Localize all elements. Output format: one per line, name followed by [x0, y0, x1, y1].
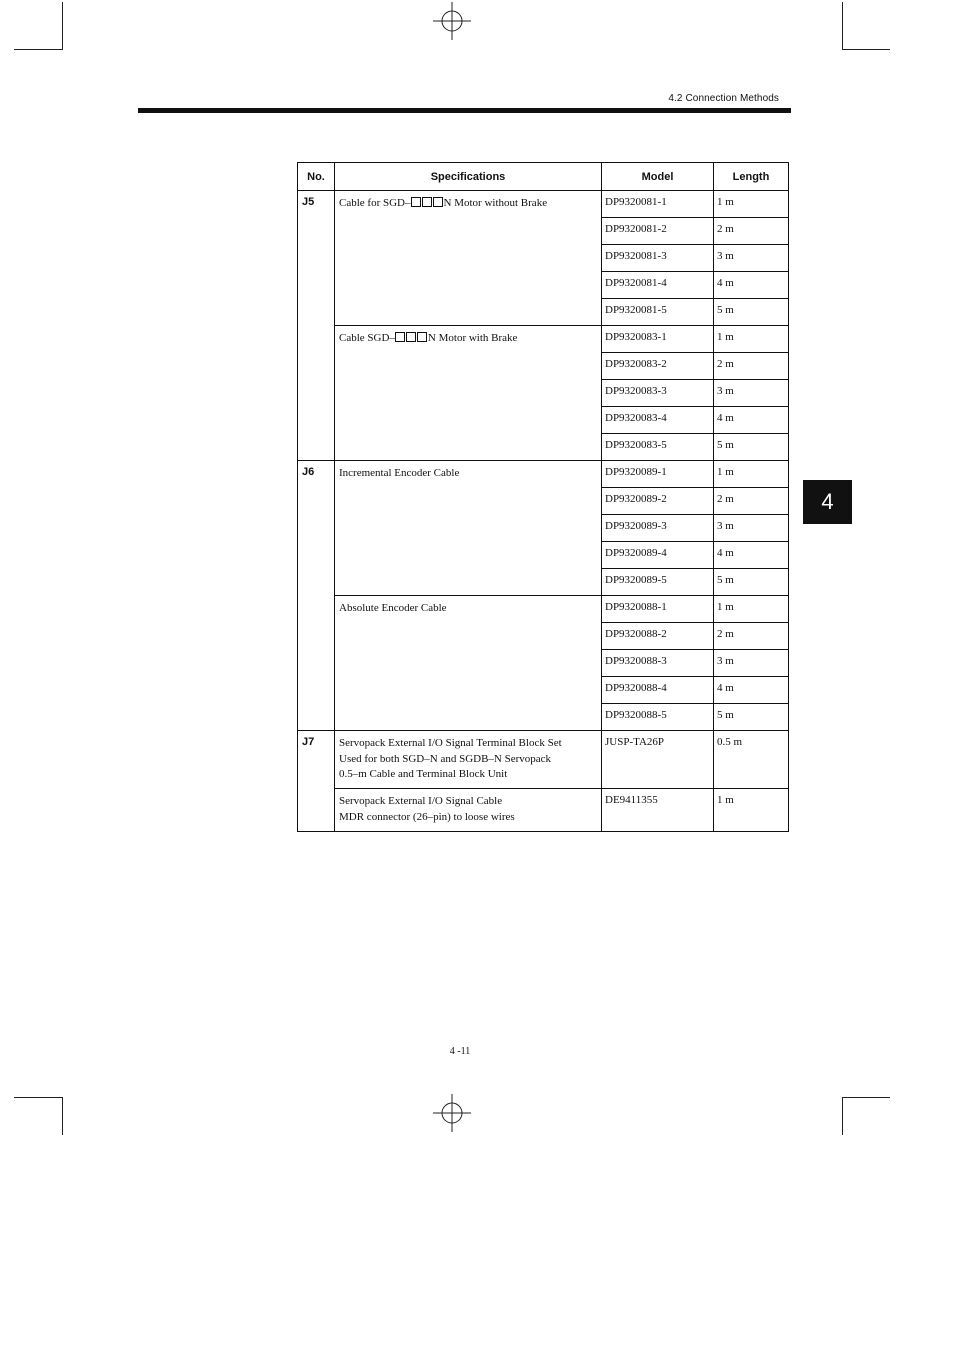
length-cell: 3 m — [714, 245, 789, 272]
page-number: 4 -11 — [449, 1046, 471, 1057]
length-cell: 4 m — [714, 677, 789, 704]
placeholder-box-icon — [395, 332, 405, 342]
length-cell: 1 m — [714, 789, 789, 832]
table-row — [298, 731, 789, 789]
crop-mark — [842, 49, 890, 50]
model-cell: DP9320083-2 — [602, 353, 714, 380]
model-cell: DP9320088-5 — [602, 704, 714, 731]
column-header-model: Model — [602, 163, 714, 191]
length-cell: 3 m — [714, 515, 789, 542]
column-header-specifications: Specifications — [335, 163, 602, 191]
model-cell: DP9320083-3 — [602, 380, 714, 407]
length-cell: 1 m — [714, 596, 789, 623]
crop-mark — [62, 1097, 63, 1135]
length-cell: 1 m — [714, 461, 789, 488]
spec-text: Cable SGD– — [339, 332, 395, 344]
model-cell: DP9320089-3 — [602, 515, 714, 542]
spec-line: Used for both SGD–N and SGDB–N Servopack — [339, 752, 552, 765]
placeholder-box-icon — [417, 332, 427, 342]
model-cell: DP9320083-4 — [602, 407, 714, 434]
length-cell: 4 m — [714, 272, 789, 299]
length-cell: 0.5 m — [714, 731, 789, 789]
spec-cell: Absolute Encoder Cable — [335, 596, 602, 731]
chapter-tab: 4 — [803, 480, 852, 524]
length-cell: 3 m — [714, 380, 789, 407]
model-cell: DP9320081-5 — [602, 299, 714, 326]
spec-cell — [335, 326, 602, 461]
spec-line: MDR connector (26–pin) to loose wires — [339, 810, 515, 823]
column-header-length: Length — [714, 163, 789, 191]
model-cell: DP9320088-1 — [602, 596, 714, 623]
length-cell: 2 m — [714, 218, 789, 245]
model-cell: DP9320089-2 — [602, 488, 714, 515]
model-cell: JUSP-TA26P — [602, 731, 714, 789]
length-cell: 2 m — [714, 488, 789, 515]
model-cell: DP9320089-4 — [602, 542, 714, 569]
length-cell: 4 m — [714, 542, 789, 569]
model-cell: DP9320083-1 — [602, 326, 714, 353]
table-row — [298, 191, 789, 218]
crop-mark — [14, 49, 62, 50]
model-cell: DP9320088-4 — [602, 677, 714, 704]
spec-text: N Motor with Brake — [427, 332, 518, 344]
model-cell: DP9320081-4 — [602, 272, 714, 299]
model-cell: DP9320089-5 — [602, 569, 714, 596]
table-header-row — [298, 163, 789, 191]
header-rule — [138, 108, 791, 113]
table-row — [298, 326, 789, 353]
item-number: J7 — [298, 731, 335, 832]
length-cell: 1 m — [714, 326, 789, 353]
length-cell: 5 m — [714, 299, 789, 326]
spec-text: N Motor without Brake — [443, 197, 548, 209]
length-cell: 2 m — [714, 353, 789, 380]
placeholder-box-icon — [422, 197, 432, 207]
length-cell: 5 m — [714, 704, 789, 731]
placeholder-box-icon — [411, 197, 421, 207]
item-number: J6 — [298, 461, 335, 731]
model-cell: DP9320081-1 — [602, 191, 714, 218]
crop-mark — [842, 1097, 890, 1098]
length-cell: 1 m — [714, 191, 789, 218]
section-title: 4.2 Connection Methods — [668, 93, 779, 104]
registration-mark-icon — [433, 1094, 471, 1132]
placeholder-box-icon — [433, 197, 443, 207]
spec-line: Servopack External I/O Signal Terminal Block Set — [339, 737, 562, 749]
length-cell: 5 m — [714, 569, 789, 596]
table-row — [298, 596, 789, 623]
length-cell: 2 m — [714, 623, 789, 650]
length-cell: 4 m — [714, 407, 789, 434]
spec-cell: Incremental Encoder Cable — [335, 461, 602, 596]
crop-mark — [842, 2, 843, 50]
model-cell: DP9320083-5 — [602, 434, 714, 461]
length-cell: 3 m — [714, 650, 789, 677]
model-cell: DE9411355 — [602, 789, 714, 832]
table-row — [298, 461, 789, 488]
column-header-no: No. — [298, 163, 335, 191]
model-cell: DP9320089-1 — [602, 461, 714, 488]
placeholder-box-icon — [406, 332, 416, 342]
model-cell: DP9320081-3 — [602, 245, 714, 272]
table-row — [298, 789, 789, 832]
model-cell: DP9320081-2 — [602, 218, 714, 245]
model-cell: DP9320088-2 — [602, 623, 714, 650]
spec-cell — [335, 731, 602, 789]
registration-mark-icon — [433, 2, 471, 40]
cable-spec-table — [297, 162, 789, 832]
spec-line: Servopack External I/O Signal Cable — [339, 795, 503, 807]
crop-mark — [14, 1097, 62, 1098]
length-cell: 5 m — [714, 434, 789, 461]
spec-cell — [335, 789, 602, 832]
spec-text: Cable for SGD– — [339, 197, 411, 209]
model-cell: DP9320088-3 — [602, 650, 714, 677]
crop-mark — [62, 2, 63, 50]
spec-cell — [335, 191, 602, 326]
crop-mark — [842, 1097, 843, 1135]
item-number: J5 — [298, 191, 335, 461]
spec-line: 0.5–m Cable and Terminal Block Unit — [339, 768, 508, 780]
